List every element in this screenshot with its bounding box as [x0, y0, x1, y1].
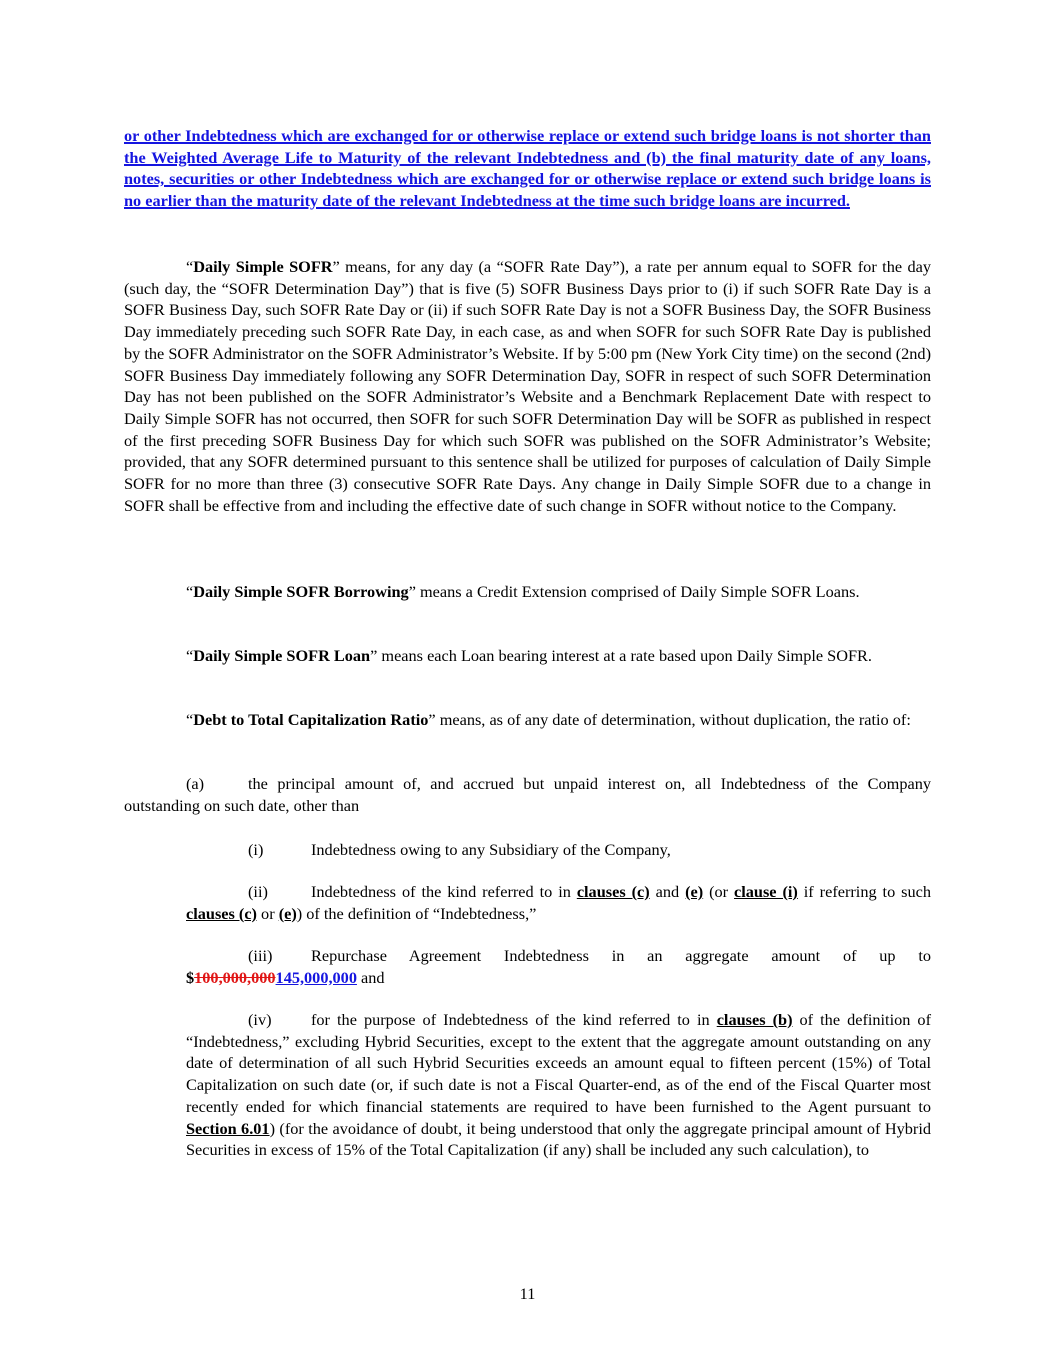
item-label: (iv) — [248, 1010, 272, 1029]
definition-daily-simple-sofr-loan: “Daily Simple SOFR Loan” means each Loan bearing interest at a rate based upon Daily Simple SOFR. — [186, 646, 872, 665]
deleted-amount: 100,000,000 — [194, 967, 276, 987]
defined-term: Daily Simple SOFR Loan — [193, 646, 371, 665]
item-ii: (ii) Indebtedness of the kind referred to in clauses (c) and (e) (or clause (i) if referring to such clauses (c) or (e)) of the definition of “Indebtedness,” — [186, 882, 932, 923]
item-iii: (iii) Repurchase Agreement Indebtedness in an aggregate amount of up to $100,000,000145,000,000 and — [186, 946, 931, 987]
item-label: (i) — [248, 840, 264, 859]
definition-daily-simple-sofr-borrowing: “Daily Simple SOFR Borrowing” means a Credit Extension comprised of Daily Simple SOFR Loans. — [186, 582, 860, 601]
clause-text: the principal amount of, and accrued but unpaid interest on, all Indebtedness of the Company outstanding on such date, other than — [124, 774, 931, 815]
item-label: (iii) — [248, 946, 273, 965]
definition-body: ” means, for any day (a “SOFR Rate Day”), a rate per annum equal to SOFR for the day (such day, the “SOFR Determination Day”) that is five (5) SOFR Business Days prior to (i) if such SOFR Rate Day is a SOFR Business Day, such SOFR Rate Day or (ii) if such SOFR Rate Day is not a SOFR Business Day, the SOFR Business Day immediately preceding such SOFR Rate Day, in each case, as and when SOFR for such SOFR Rate Day is published by the SOFR Administrator on the SOFR Administrator’s Website. If by 5:00 pm (New York City time) on the second (2nd) SOFR Business Day immediately following any SOFR Determination Day, SOFR in respect of such SOFR Determination Day has not been published on the SOFR Administrator’s Website and a Benchmark Replacement Date with respect to Daily Simple SOFR has not occurred, then SOFR for such SOFR Determination Day will be SOFR as published in respect of the first preceding SOFR Business Day for which such SOFR was published on the SOFR Administrator’s Website; provided, that any SOFR determined pursuant to this sentence shall be utilized for purposes of calculation of Daily Simple SOFR for no more than three (3) consecutive SOFR Rate Days. Any change in Daily Simple SOFR due to a change in SOFR shall be effective from and including the effective date of such change in SOFR without notice to the Company. — [124, 257, 931, 515]
inserted-paragraph — [124, 125, 931, 212]
definition-body: ” means a Credit Extension comprised of Daily Simple SOFR Loans. — [408, 582, 860, 601]
clause-reference: clause (i) — [734, 882, 798, 901]
clause-reference: clauses (c) — [576, 882, 650, 901]
page-number: 11 — [519, 1284, 536, 1303]
clause-reference: (e) — [685, 882, 704, 901]
clause-reference: clauses (b) — [716, 1010, 793, 1029]
defined-term: Daily Simple SOFR Borrowing — [193, 582, 409, 601]
clause-reference: (e) — [278, 903, 297, 923]
section-reference: Section 6.01 — [186, 1118, 270, 1138]
definition-debt-to-total-capitalization-ratio: “Debt to Total Capitalization Ratio” means, as of any date of determination, without duplication, the ratio of: — [186, 710, 911, 729]
defined-term: Daily Simple SOFR — [193, 257, 333, 276]
clause-a — [124, 773, 931, 816]
definition-daily-simple-sofr: “Daily Simple SOFR” means, for any day (a “SOFR Rate Day”), a rate per annum equal to SOFR for the day (such day, the “SOFR Determination Day”) that is five (5) SOFR Business Days prior to (i) if such SOFR Rate Day is a SOFR Business Day, such SOFR Rate Day or (ii) if such SOFR Rate Day is not a SOFR Business Day, the SOFR Business Day immediately preceding such SOFR Rate Day, in each case, as and when SOFR for such SOFR Rate Day is published by the SOFR Administrator on the SOFR Administrator’s Website. If by 5:00 pm (New York City time) on the second (2nd) SOFR Business Day immediately following any SOFR Determination Day, SOFR in respect of such SOFR Determination Day has not been published on the SOFR Administrator’s Website and a Benchmark Replacement Date with respect to Daily Simple SOFR has not occurred, then SOFR for such SOFR Determination Day will be SOFR as published in respect of the first preceding SOFR Business Day for which such SOFR was published on the SOFR Administrator’s Website; provided, that any SOFR determined pursuant to this sentence shall be utilized for purposes of calculation of Daily Simple SOFR for no more than three (3) consecutive SOFR Rate Days. Any change in Daily Simple SOFR due to a change in SOFR shall be effective from and including the effective date of such change in SOFR without notice to the Company. — [124, 257, 931, 515]
definition-body: ” means, as of any date of determination, without duplication, the ratio of: — [428, 710, 911, 729]
definition-body: ” means each Loan bearing interest at a rate based upon Daily Simple SOFR. — [370, 646, 872, 665]
item-text: Indebtedness owing to any Subsidiary of the Company, — [311, 840, 671, 859]
inserted-text: or other Indebtedness which are exchanged for or otherwise replace or extend such bridge loans is not shorter than the Weighted Average Life to Maturity of the relevant Indebtedness and (b) the final maturity date of any loans, notes, securities or other Indebtedness which are exchanged for or otherwise replace or extend such bridge loans is no earlier than the maturity date of the relevant Indebtedness at the time such bridge loans are incurred. — [124, 126, 931, 211]
clause-reference: clauses (c) — [186, 903, 257, 923]
defined-term: Debt to Total Capitalization Ratio — [193, 710, 429, 729]
item-i — [186, 839, 931, 861]
item-label: (ii) — [248, 882, 268, 901]
item-iv: (iv) for the purpose of Indebtedness of the kind referred to in clauses (b) of the definition of “Indebtedness,” excluding Hybrid Securities, except to the extent that the aggregate amount outstanding on any date of determination of all such Hybrid Securities exceeds an amount equal to fifteen percent (15%) of Total Capitalization on such date (or, if such date is not a Fiscal Quarter-end, as of the end of the Fiscal Quarter most recently ended for which financial statements are required to have been furnished to the Agent pursuant to Section 6.01) (for the avoidance of doubt, it being understood that only the aggregate principal amount of Hybrid Securities in excess of 15% of the Total Capitalization (if any) shall be included any such calculation), to — [186, 1010, 931, 1160]
clause-label: (a) — [186, 774, 205, 793]
inserted-amount: 145,000,000 — [275, 967, 357, 987]
